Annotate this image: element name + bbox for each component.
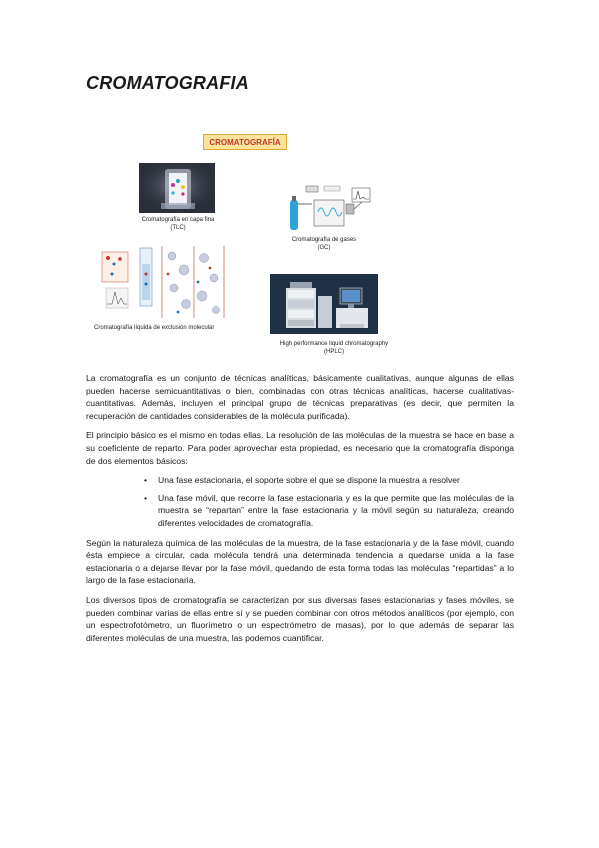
list-item: • Una fase estacionaria, el soporte sobre el que se dispone la muestra a resolver xyxy=(158,474,514,487)
paragraph-principle: El principio básico es el mismo en todas ellas. La resolución de las moléculas de la muestra se hace en base a su coeficiente de reparto. Para poder aprovechar esta propiedad, es necesario que la cromatografía disponga de dos elementos básicos: xyxy=(86,430,514,466)
body-text xyxy=(86,372,514,651)
phase-list xyxy=(86,474,514,529)
paragraph-nature: Según la naturaleza química de las moléculas de la muestra, de la fase estacionaria y de la fase móvil, cuando ésta empiece a circular, cada molécula tendrá una determinada tendencia a quedarse unida a la fase estacionaria o a dejarse llevar por la fase móvil, quedando de esta forma todas las moléculas “repartidas” a lo largo de la fase estacionaria. xyxy=(86,537,514,586)
paragraph-intro: La cromatografía es un conjunto de técnicas analíticas, básicamente cualitativas, aunque algunas de ellas pueden hacerse semicuantitativas o bien, combinadas con otras técnicas analíticas, hacerse cualitativas-cuantitativas. Además, incluyen el principal grupo de técnicas preparativas (es decir, que permiten la recuperación de cantidades considerables de la molécula purificada). xyxy=(86,373,514,421)
chromatography-figure xyxy=(84,126,516,366)
sec-diagram xyxy=(98,244,226,320)
list-item: • Una fase móvil, que recorre la fase estacionaria y es la que permite que las moléculas de la muestra se “repartan” entre la fase estacionaria y la móvil según su naturaleza, creando diferentes velocidades de cromatografía. xyxy=(158,492,514,530)
sec-caption: Cromatografía líquida de exclusión molecular xyxy=(94,325,215,331)
page-title: CROMATOGRAFIA xyxy=(86,73,249,93)
gc-diagram xyxy=(284,182,372,234)
figure-header: CROMATOGRAFÍA xyxy=(203,134,287,150)
tlc-caption: Cromatografía en capa fina (TLC) xyxy=(141,217,215,231)
tlc-photo xyxy=(139,163,215,213)
hplc-photo xyxy=(270,274,378,334)
paragraph-types: Los diversos tipos de cromatografía se caracterizan por sus diversas fases estacionarias y fases móviles, se pueden combinar varias de ellas entre sí y se pueden combinar con otros métodos analíticos (por ejemplo, con un espectrofotómetro, un fluorímetro o un espectrómetro de masas), por lo que además de separar las diferentes moléculas de una muestra, las podemos cuantificar. xyxy=(86,594,514,643)
gc-caption: Cromatografía de gases (GC) xyxy=(291,237,357,251)
hplc-caption: High performance liquid chromatography (HPLC) xyxy=(279,341,389,355)
